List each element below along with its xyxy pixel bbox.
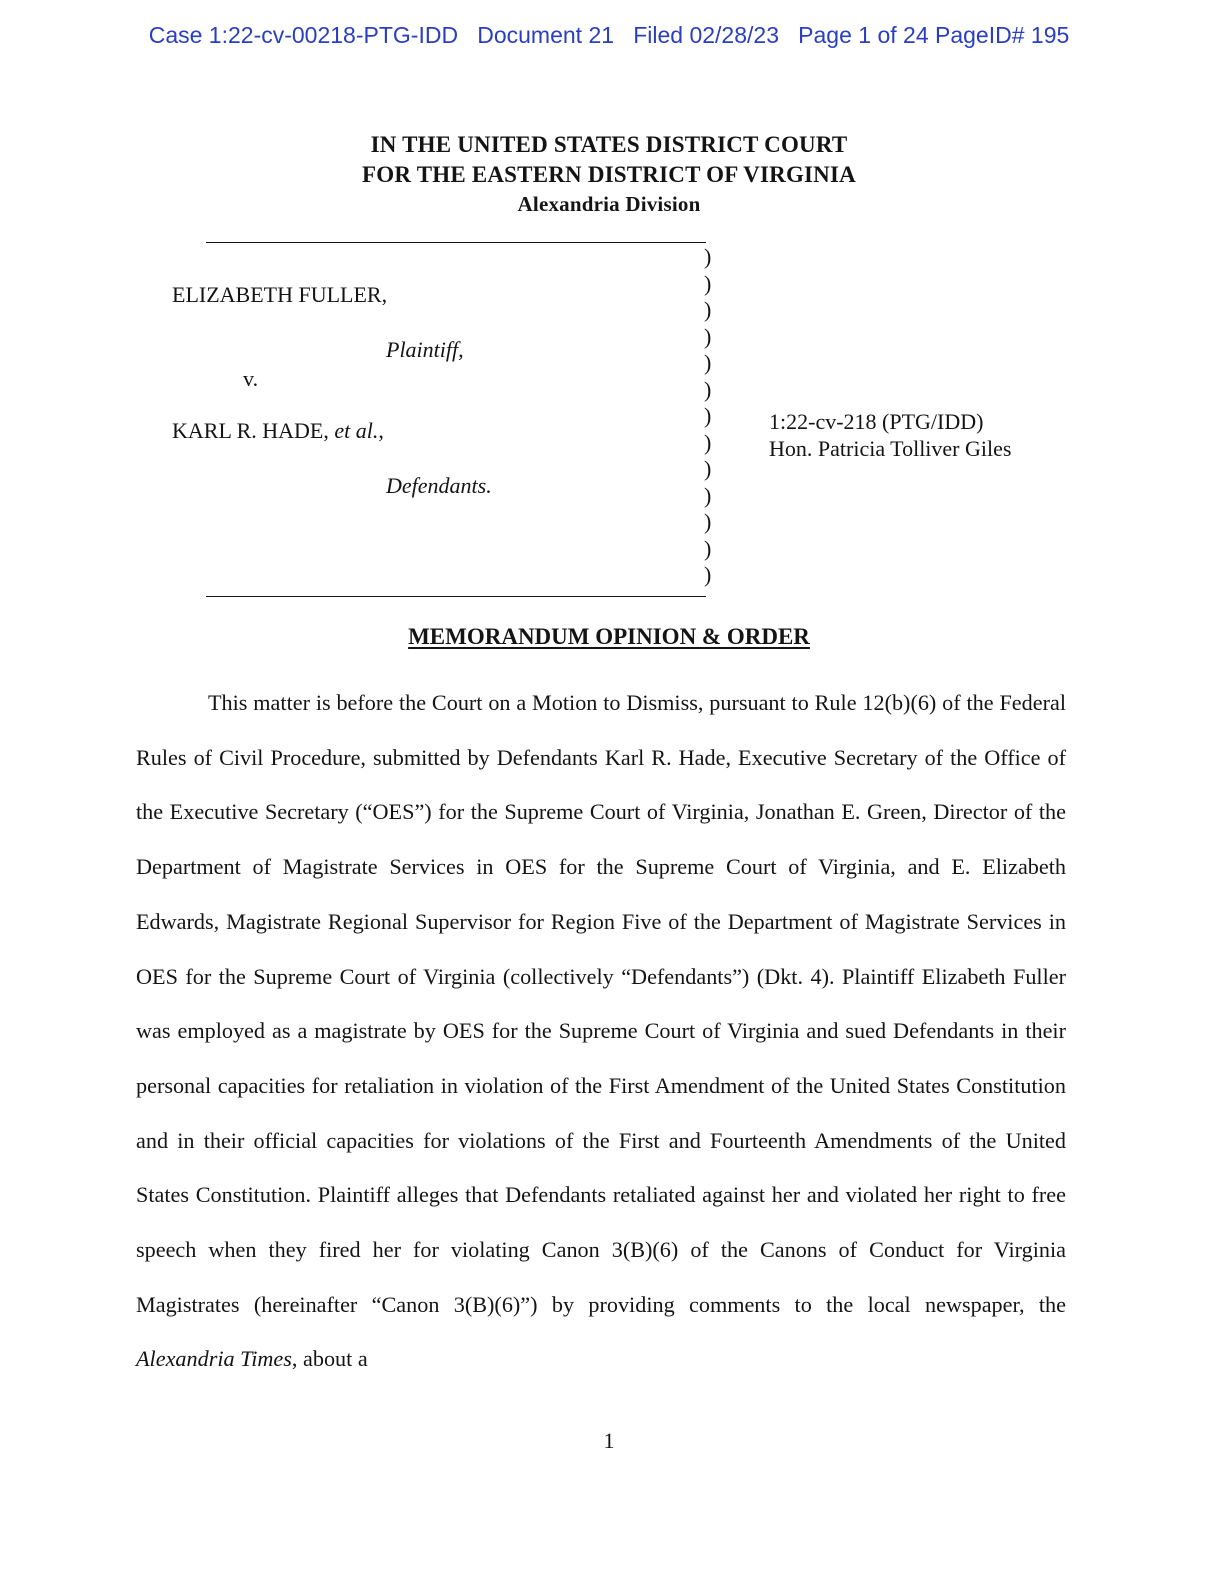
page-number: 1 (603, 1428, 615, 1453)
caption-paren: ) (704, 350, 712, 375)
filing-header (0, 22, 1218, 49)
court-name-line1: IN THE UNITED STATES DISTRICT COURT (370, 132, 848, 157)
defendant-name (172, 418, 384, 444)
court-name-line2: FOR THE EASTERN DISTRICT OF VIRGINIA (362, 162, 856, 187)
document-number-stamp: Document 21 (477, 22, 615, 48)
caption-paren: ) (704, 244, 712, 269)
judge-name: Hon. Patricia Tolliver Giles (769, 436, 1012, 461)
caption-paren: ) (704, 509, 712, 534)
caption-paren: ) (704, 429, 712, 455)
caption-paren: ) (704, 297, 712, 322)
caption-paren: ) (704, 562, 712, 587)
caption-paren: ) (704, 323, 712, 349)
caption-paren-column (704, 244, 724, 589)
case-number-stamp: Case 1:22-cv-00218-PTG-IDD (148, 22, 459, 48)
paragraph-text: This matter is before the Court on a Motion to Dismiss, pursuant to Rule 12(b)(6) of the Federal Rules of Civil Procedure, submitted by Defendants Karl R. Hade, Executive Secretary of the Office of the Executive Secretary (“OES”) for the Supreme Court of Virginia, Jonathan E. Green, Director of the Department of Magistrate Services in OES for the Supreme Court of Virginia, and E. Elizabeth Edwards, Magistrate Regional Supervisor for Region Five of the Department of Magistrate Services in OES for the Supreme Court of Virginia (collectively “Defendants”) (Dkt. 4). Plaintiff Elizabeth Fuller was employed as a magistrate by OES for the Supreme Court of Virginia and sued Defendants in their personal capacities for retaliation in violation of the First Amendment of the United States Constitution and in their official capacities for violations of the First and Fourteenth Amendments of the United States Constitution. Plaintiff alleges that Defendants retaliated against her and violated her right to free speech when they fired her for violating Canon 3(B)(6) of the Canons of Conduct for Virginia Magistrates (hereinafter “Canon 3(B)(6)”) by providing comments to the local newspaper, the (136, 690, 1066, 1317)
defendant-etal: et al. (334, 418, 379, 443)
caption-paren: ) (704, 403, 712, 428)
opening-paragraph (136, 676, 1066, 1387)
caption-paren: ) (704, 535, 712, 561)
versus: v. (243, 366, 259, 391)
court-division: Alexandria Division (517, 192, 701, 216)
defendant-role: Defendants. (386, 473, 492, 498)
filed-date-stamp: Filed 02/28/23 (633, 22, 779, 48)
caption-top-rule (206, 242, 706, 243)
defendant-comma: , (378, 418, 384, 443)
caption-paren: ) (704, 456, 712, 481)
docket-number: 1:22-cv-218 (PTG/IDD) (769, 409, 984, 434)
defendant-name-text: KARL R. HADE, (172, 418, 329, 443)
caption-paren: ) (704, 376, 712, 402)
caption-paren: ) (704, 482, 712, 508)
page-id-stamp: Page 1 of 24 PageID# 195 (798, 22, 1070, 48)
plaintiff-role: Plaintiff, (386, 337, 464, 362)
paragraph-text-end: , about a (291, 1346, 368, 1372)
document-title: MEMORANDUM OPINION & ORDER (408, 624, 810, 649)
plaintiff-name: ELIZABETH FULLER, (172, 282, 388, 307)
opinion-body (136, 676, 1066, 1387)
newspaper-name: Alexandria Times (136, 1346, 292, 1372)
caption-bottom-rule (206, 596, 706, 597)
caption-paren: ) (704, 270, 712, 296)
